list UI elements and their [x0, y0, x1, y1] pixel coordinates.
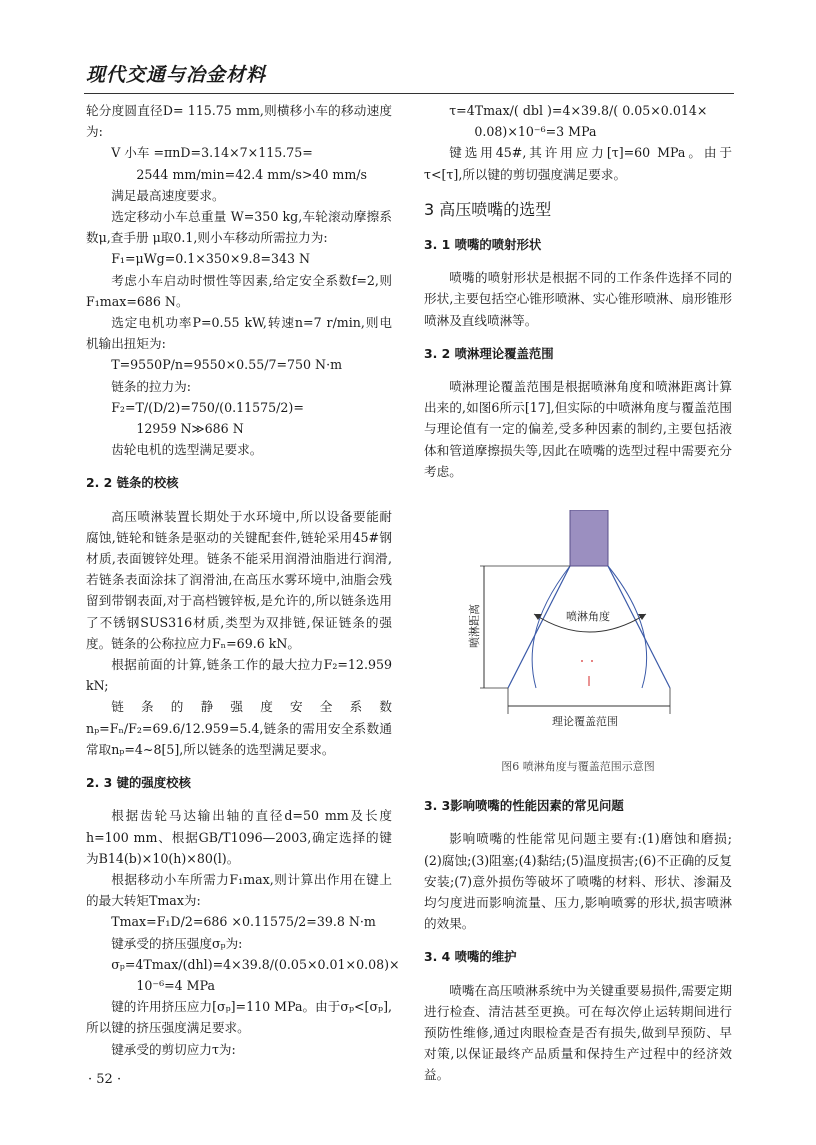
section-heading: 3. 3影响喷嘴的性能因素的常见问题	[424, 798, 624, 814]
spray-diagram	[424, 510, 732, 750]
section-heading: 3. 4 喷嘴的维护	[424, 949, 517, 965]
section-heading: 2. 3 键的强度校核	[86, 775, 191, 791]
paragraph: 链条的静强度安全系数 nₚ=Fₙ/F₂=69.6/12.959=5.4,链条的需用安全系数通常取nₚ=4~8[5],所以链条的选型满足要求。	[86, 699, 392, 757]
spray-curve-left	[532, 566, 570, 688]
header-rule	[84, 93, 734, 94]
equation: V 小车 =πnD=3.14×7×115.75=	[111, 145, 313, 161]
equation: 12959 N≫686 N	[136, 421, 244, 437]
section-heading: 3. 2 喷淋理论覆盖范围	[424, 345, 554, 361]
paragraph: 选定电机功率P=0.55 kW,转速n=7 r/min,则电机输出扭矩为:	[86, 315, 392, 352]
section-heading: 3. 1 喷嘴的喷射形状	[424, 237, 542, 253]
paragraph: 选定移动小车总重量 W=350 kg,车轮滚动摩擦系数μ,查手册 μ取0.1,则小车移动所需拉力为:	[86, 209, 392, 246]
center-dot	[581, 660, 583, 662]
journal-logo: 现代交通与冶金材料	[86, 64, 267, 86]
figure-6	[424, 510, 732, 750]
equation: F₁=μWg=0.1×350×9.8=343 N	[111, 251, 311, 267]
equation: 2544 mm/min=42.4 mm/s>40 mm/s	[136, 166, 368, 182]
paragraph: 根据前面的计算,链条工作的最大拉力F₂=12.959 kN;	[86, 657, 392, 694]
paragraph: 链条的拉力为:	[111, 378, 191, 394]
paragraph: 齿轮电机的选型满足要求。	[111, 442, 263, 458]
paragraph: 键的许用挤压应力[σₚ]=110 MPa。由于σₚ<[σₚ],所以键的挤压强度满足要求。	[86, 999, 392, 1036]
equation: T=9550P/n=9550×0.55/7=750 N·m	[111, 357, 343, 373]
paragraph: 键承受的挤压强度σₚ为:	[111, 935, 243, 951]
paragraph: 高压喷淋装置长期处于水环境中,所以设备要能耐腐蚀,链轮和链条是驱动的关键配套件,链轮采用45#钢材质,表面镀锌处理。链条不能采用润滑油脂进行润滑,若链条表面涂抹了润滑油,在高压水雾环境中,油脂会残留到带钢表面,对于高档镀锌板,是允许的,所以链条选用了不锈钢SUS316材质,类型为双排链,保证链条的强度。链条的公称拉应力Fₙ=69.6 kN。	[86, 508, 392, 651]
paragraph: 影响喷嘴的性能常见问题主要有:(1)磨蚀和磨损;(2)腐蚀;(3)阻塞;(4)黏结;(5)温度损害;(6)不正确的反复安装;(7)意外损伤等破坏了喷嘴的材料、形状、渗漏及均匀度进而影响流量、压力,影响喷雾的形状,损害喷淋的效果。	[424, 831, 732, 932]
spray-curve-right	[608, 566, 647, 688]
paragraph: 键承受的剪切应力τ为:	[111, 1041, 236, 1057]
page-number: · 52 ·	[88, 1072, 122, 1087]
distance-label: 喷淋距离	[468, 604, 481, 649]
paragraph: 轮分度圆直径D= 115.75 mm,则横移小车的移动速度为:	[86, 103, 392, 140]
left-column	[86, 100, 400, 1060]
figure-caption: 图6 喷淋角度与覆盖范围示意图	[501, 760, 655, 774]
paragraph: 键选用45#,其许用应力[τ]=60 MPa。由于τ<[τ],所以键的剪切强度满足要求。	[424, 145, 732, 182]
equation: Tmax=F₁D/2=686 ×0.11575/2=39.8 N·m	[111, 914, 376, 930]
paragraph: 根据齿轮马达输出轴的直径d=50 mm及长度h=100 mm、根据GB/T1096—2003,确定选择的键为B14(b)×10(h)×80(l)。	[86, 808, 392, 866]
section-heading: 3 高压喷嘴的选型	[424, 199, 552, 219]
spray-line-right	[608, 566, 670, 688]
paragraph: 根据移动小车所需力F₁max,则计算出作用在键上的最大转矩Tmax为:	[86, 871, 392, 909]
equation: σₚ=4Tmax/(dhl)=4×39.8/(0.05×0.01×0.08)×	[111, 956, 400, 972]
paragraph: 喷嘴的喷射形状是根据不同的工作条件选择不同的形状,主要包括空心锥形喷淋、实心锥形喷淋、扇形锥形喷淋及直线喷淋等。	[424, 270, 732, 328]
equation: F₂=T/(D/2)=750/(0.11575/2)=	[111, 399, 304, 415]
nozzle-body	[570, 510, 608, 566]
section-heading: 2. 2 链条的校核	[86, 475, 179, 491]
paragraph: 考虑小车启动时惯性等因素,给定安全系数f=2,则F₁max=686 N。	[86, 272, 392, 309]
paragraph: 喷淋理论覆盖范围是根据喷淋角度和喷淋距离计算出来的,如图6所示[17],但实际的中喷淋角度与覆盖范围与理论值有一定的偏差,受多种因素的制约,主要包括液体和管道摩擦损失等,因此在喷嘴的选型过程中需要充分考虑。	[424, 379, 732, 479]
paragraph: 满足最高速度要求。	[111, 187, 225, 203]
range-label: 理论覆盖范围	[552, 715, 618, 729]
paragraph: 喷嘴在高压喷淋系统中为关键重要易损件,需要定期进行检查、清洁甚至更换。可在每次停止运转期间进行预防性维修,通过肉眼检查是否有损失,做到早预防、早对策,以保证最终产品质量和保持生产过程中的经济效益。	[424, 982, 732, 1083]
equation: τ=4Tmax/( dbl )=4×39.8/( 0.05×0.014×	[449, 103, 708, 118]
center-dot	[591, 660, 593, 662]
right-column	[424, 100, 732, 1086]
equation: 0.08)×10⁻⁶=3 MPa	[474, 124, 597, 140]
angle-label: 喷淋角度	[566, 610, 610, 624]
equation: 10⁻⁶=4 MPa	[136, 977, 215, 993]
